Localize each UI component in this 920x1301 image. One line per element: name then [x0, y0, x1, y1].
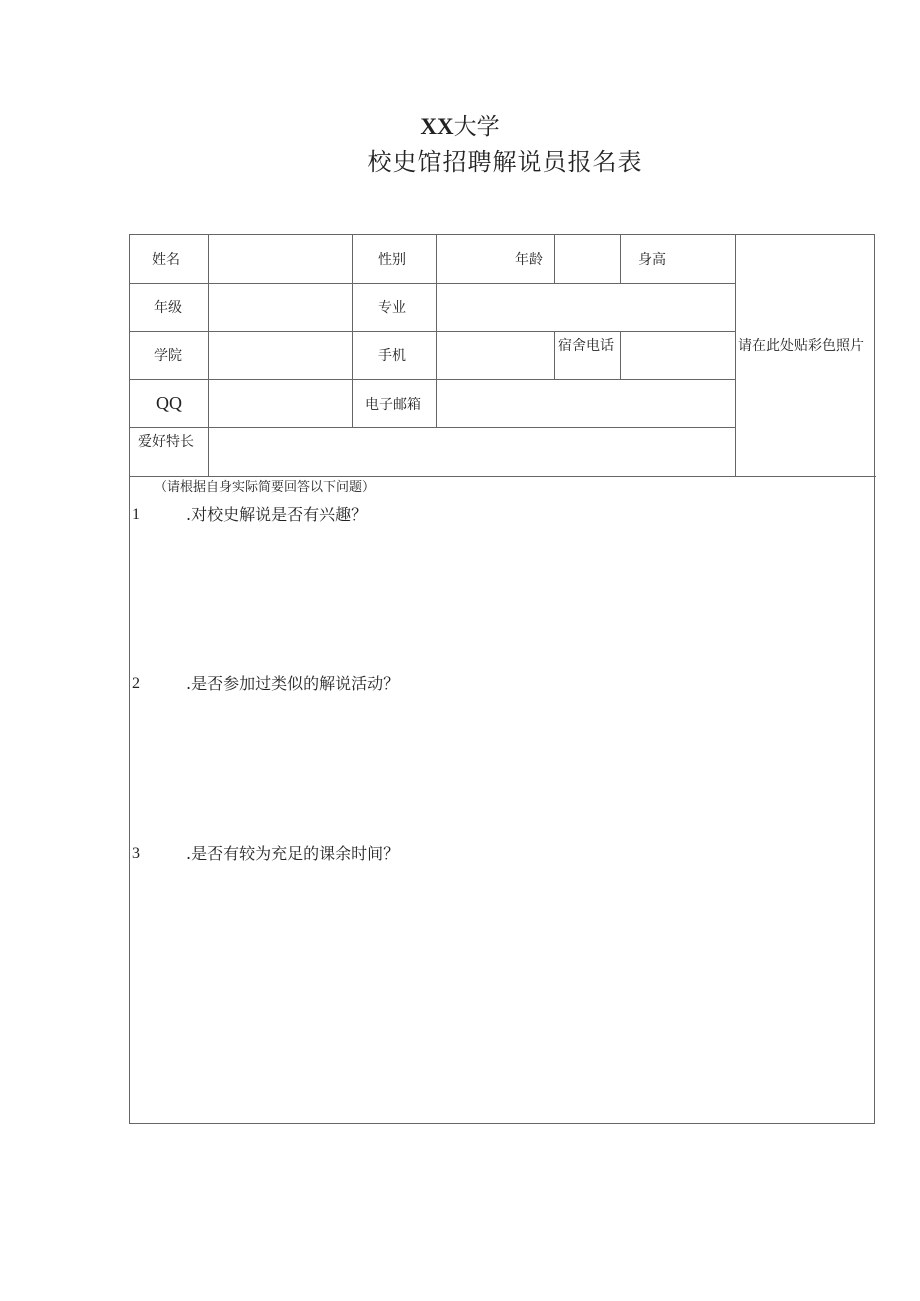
- question-text: .是否有较为充足的课余时间？: [186, 844, 400, 863]
- university-title: [0, 112, 920, 142]
- gender-label: 性别: [378, 252, 406, 268]
- email-label: 电子邮箱: [365, 397, 421, 413]
- question-number: 2: [132, 675, 140, 692]
- age-label: 年龄: [515, 252, 543, 268]
- column-divider: [620, 235, 621, 283]
- qq-label: QQ: [156, 393, 182, 413]
- university-title-suffix: 大学: [453, 114, 500, 140]
- row-divider: [130, 331, 736, 332]
- row-divider: [130, 283, 736, 284]
- instruction-note: （请根据自身实际简要回答以下问题）: [154, 480, 376, 495]
- question-text: .对校史解说是否有兴趣？: [186, 505, 368, 524]
- mobile-label: 手机: [378, 348, 406, 364]
- dorm-phone-label: 宿舍电话: [558, 338, 614, 354]
- column-divider: [436, 235, 437, 427]
- form-title: 校史馆招聘解说员报名表: [367, 148, 643, 176]
- row-divider: [130, 476, 876, 477]
- photo-placeholder-text: 请在此处贴彩色照片: [738, 338, 864, 354]
- college-label: 学院: [154, 348, 182, 364]
- row-divider: [130, 379, 736, 380]
- hobbies-label: 爱好特长: [138, 434, 194, 450]
- height-label: 身高: [638, 252, 666, 268]
- column-divider: [554, 235, 555, 283]
- column-divider: [208, 235, 209, 476]
- name-label: 姓名: [152, 252, 180, 268]
- row-divider: [130, 427, 736, 428]
- column-divider: [554, 331, 555, 379]
- university-title-prefix: XX: [420, 114, 454, 139]
- grade-label: 年级: [154, 300, 182, 316]
- question-number: 3: [132, 845, 140, 862]
- column-divider: [620, 331, 621, 379]
- question-text: .是否参加过类似的解说活动？: [186, 674, 400, 693]
- column-divider: [735, 235, 736, 476]
- question-number: 1: [132, 506, 140, 523]
- major-label: 专业: [378, 300, 406, 316]
- column-divider: [352, 235, 353, 427]
- registration-form: [129, 234, 875, 1124]
